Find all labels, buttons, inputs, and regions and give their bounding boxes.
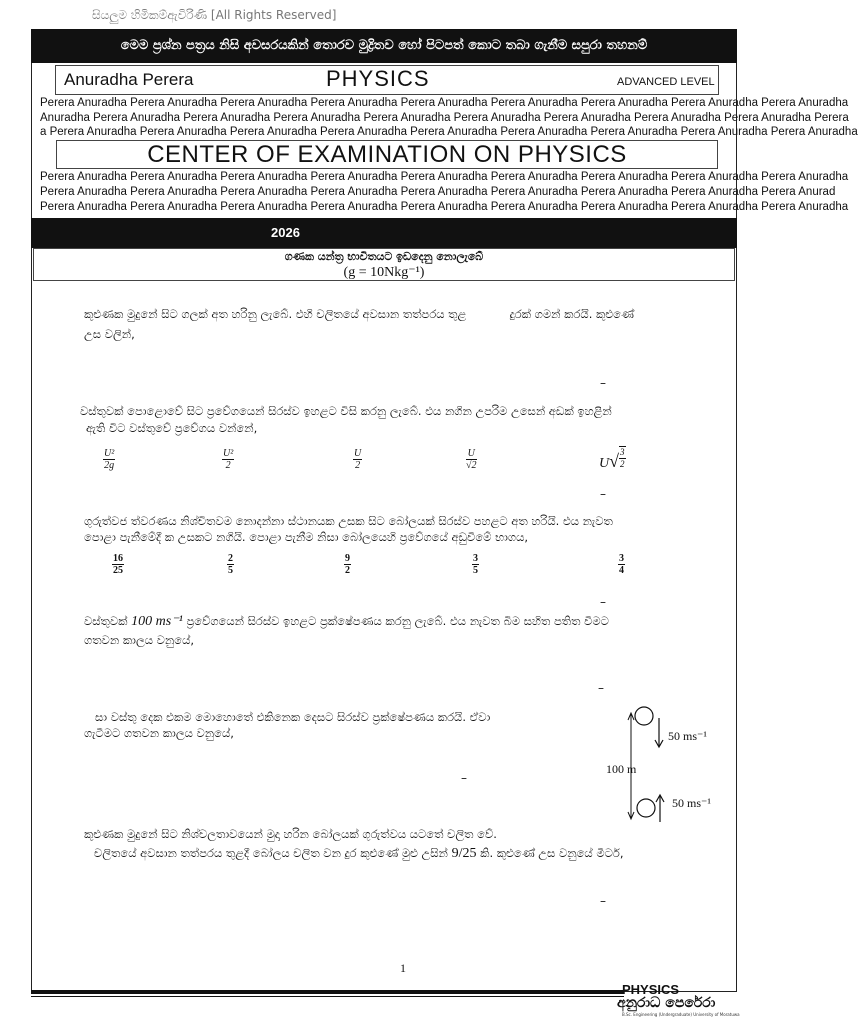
question-6-line-1: කුළුණක මුදුනේ සිට නිශ්චලතාවයෙන් මුදා හරින බෝලයක් ගුරුත්වය යටතේ චලිත වේ.: [84, 827, 497, 841]
footer-author-logo: අනුරාධ පෙරේරා: [617, 995, 716, 1011]
watermark-line: Perera Anuradha Perera Anuradha Perera Anuradha Perera Anuradha Perera Anuradha Perera Anuradha Perera Anuradha Perera Anuradha Perera Anuradha: [40, 171, 849, 183]
question-3-line-1: ගුරුත්වජ ත්වරණය නිශ්චිතවම නොදන්නා ස්ථානයක උසක සිට බෝලයක් සිරස්ව පහළට අත හරියි. එය නැවත: [84, 514, 613, 528]
exam-year: 2026: [271, 225, 300, 240]
footer-credentials: B.Sc. Engineering (Undergraduate) University of Moratuwa: [622, 1012, 740, 1017]
option-2[interactable]: $\frac{2}{5}$: [228, 553, 233, 576]
option-1[interactable]: $\frac{\text{U²}}{2g}$: [104, 448, 115, 471]
top-ball: [635, 707, 653, 725]
author-name: Anuradha Perera: [64, 70, 194, 89]
page-number: 1: [400, 961, 406, 975]
answer-dash: –: [461, 771, 467, 785]
answer-dash: –: [600, 487, 606, 501]
option-3[interactable]: $\frac{9}{2}$: [345, 553, 350, 576]
footer-rule: [31, 990, 624, 994]
option-4[interactable]: $\frac{U}{√2}$: [466, 448, 477, 471]
option-2[interactable]: $\frac{\text{U²}}{2}$: [223, 448, 234, 471]
footer-rule-thin: [31, 996, 624, 997]
answer-dash: –: [600, 894, 606, 908]
level-label: ADVANCED LEVEL: [617, 76, 715, 88]
option-4[interactable]: $\frac{3}{5}$: [473, 553, 478, 576]
watermark-line: Perera Anuradha Perera Anuradha Perera Anuradha Perera Anuradha Perera Anuradha Perera Anuradha Perera Anuradha Perera Anuradha Perera Anurad: [40, 186, 836, 198]
question-4-line-2: ගතවන කාලය වනුයේ,: [84, 633, 195, 647]
answer-dash: –: [598, 681, 604, 695]
question-2-line-2: ඇති විට වස්තුවේ ප්‍රවේගය වන්නේ,: [86, 421, 258, 435]
footer-subject: PHYSICS: [622, 982, 680, 997]
question-1-line-2: උස වලින්,: [84, 327, 135, 341]
question-5-line-2: ගැටීමට ගතවන කාලය වනුයේ,: [84, 726, 234, 740]
warning-banner: මෙම ප්‍රශ්න පත්‍රය නිසි අවසරයකින් තොරව මුද්‍රිතව හෝ පිටපත් කොට තබා ගැනීම සපුරා තහනම්: [31, 29, 737, 63]
watermark-line: Perera Anuradha Perera Anuradha Perera Anuradha Perera Anuradha Perera Anuradha Perera Anuradha Perera Anuradha Perera Anuradha Perera Anuradha: [40, 97, 849, 109]
answer-dash: –: [600, 595, 606, 609]
height-label: 100 m: [606, 762, 637, 776]
subject-title: PHYSICS: [326, 66, 430, 91]
center-title: CENTER OF EXAMINATION ON PHYSICS: [147, 141, 627, 168]
fraction-value: 9/25: [451, 846, 477, 861]
bottom-ball: [637, 799, 655, 817]
projectile-diagram: [602, 700, 722, 832]
question-text: දුරක් ගමන් කරයි. කුළුණේ: [509, 307, 634, 321]
calculator-note: ගණක යන්ත්‍ර භාවිතයට ඉඩදෙනු නොලැබේ: [284, 250, 484, 263]
question-text: වස්තුවක්: [84, 614, 128, 628]
answer-dash: –: [600, 376, 606, 390]
watermark-line: Perera Anuradha Perera Anuradha Perera Anuradha Perera Anuradha Perera Anuradha Perera Anuradha Perera Anuradha Perera Anuradha Perera Anuradha: [40, 201, 849, 213]
question-1-line-1: [84, 306, 634, 322]
top-velocity-label: 50 ms⁻¹: [668, 729, 707, 743]
watermark-line: Anuradha Perera Anuradha Perera Anuradha Perera Anuradha Perera Anuradha Perera Anuradha Perera Anuradha Perera Anuradha Perera Anuradha Perera: [40, 112, 849, 124]
question-5-line-1: සා වස්තු දෙක එකම මොහොතේ එකිනෙක දෙසට සිරස්ව ප්‍රක්ෂේපණය කරයි. ඒවා: [95, 710, 491, 724]
question-4-line-1: [84, 613, 609, 630]
gravity-value: (g = 10Nkg⁻¹): [343, 265, 425, 280]
year-band: [31, 218, 737, 248]
question-text: කුළුණක මුදුනේ සිට ගලක් අත හරිනු ලැබේ. එහි චලිතයේ අවසාන තත්පරය තුළ: [84, 307, 467, 321]
question-3-line-2: පොළා පැනීමේදී ක උසකට නගියි. පොළා පැනීම නිසා බෝලයෙහි ප්‍රවේගයේ අඩුවීමේ භාගය,: [84, 530, 529, 544]
option-symbol: U: [599, 456, 610, 471]
speed-value: 100 ms⁻¹: [131, 614, 183, 629]
option-1[interactable]: $\frac{16}{25}$: [113, 553, 123, 576]
question-2-line-1: වස්තුවක් පොළොවේ සිට ප්‍රවේගයෙන් සිරස්ව ඉහළට විසි කරනු ලැබේ. එය නගින උපරිම උසෙන් අඩක් ඉහළින්: [80, 404, 612, 418]
option-3[interactable]: $\frac{U}{2}$: [354, 448, 362, 471]
option-5[interactable]: U√ $\frac{3}{2}$: [599, 447, 625, 471]
option-5[interactable]: $\frac{3}{4}$: [619, 553, 624, 576]
question-text: ප්‍රවේගයෙන් සිරස්ව ඉහළට ප්‍රක්ෂේපණය කරනු ලැබේ. එය නැවත බිම සහිත පතිත වීමට: [186, 614, 609, 628]
watermark-line: a Perera Anuradha Perera Anuradha Perera Anuradha Perera Anuradha Perera Anuradha Perera Anuradha Perera Anuradha Perera Anuradha Perera Anuradha: [40, 126, 858, 138]
question-6-line-2: [94, 845, 623, 862]
copyright-notice: සියලුම හිමිකම්ඇවිරිණි [All Rights Reserved]: [92, 8, 337, 22]
question-text: කි. කුළුණේ උස වනුයේ මීටර්,: [480, 846, 624, 860]
question-text: චලිතයේ අවසාන තත්පරය තුළදී බෝලය චලිත වන දුර කුළුණේ මුළු උසින්: [94, 846, 448, 860]
bottom-velocity-label: 50 ms⁻¹: [672, 796, 711, 810]
